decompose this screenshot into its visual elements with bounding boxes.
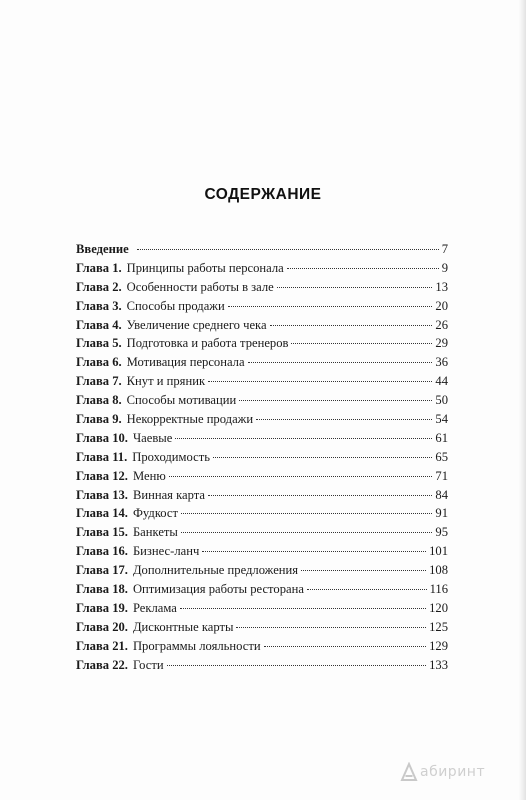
toc-page-number: 7: [441, 242, 448, 256]
toc-dot-leader: [175, 438, 432, 439]
toc-dot-leader: [291, 343, 432, 344]
contents-heading: СОДЕРЖАНИЕ: [204, 186, 322, 203]
toc-chapter-title: Фудкост: [132, 506, 178, 521]
table-of-contents: [76, 240, 448, 674]
toc-entry: [76, 429, 448, 448]
toc-dot-leader: [137, 249, 439, 250]
toc-entry: [76, 391, 448, 410]
toc-page-number: 26: [435, 317, 448, 332]
toc-entry: [76, 637, 448, 656]
toc-chapter-title: Способы продажи: [126, 298, 225, 313]
toc-entry: [76, 334, 448, 353]
toc-chapter-number: Глава 3.: [76, 298, 122, 313]
toc-chapter-title: Мотивация персонала: [126, 355, 245, 370]
toc-entry: [76, 656, 448, 675]
watermark: [400, 762, 485, 782]
toc-page-number: 44: [435, 374, 448, 389]
toc-dot-leader: [169, 476, 433, 477]
toc-dot-leader: [208, 495, 432, 496]
toc-chapter-title: Подготовка и работа тренеров: [126, 336, 289, 351]
toc-chapter-number: Глава 7.: [76, 374, 122, 389]
toc-entry: [76, 580, 448, 599]
toc-chapter-title: Способы мотивации: [126, 393, 237, 408]
toc-chapter-number: Глава 15.: [76, 525, 128, 540]
toc-chapter-number: Глава 18.: [76, 582, 128, 597]
toc-chapter-title: Кнут и пряник: [126, 374, 206, 389]
toc-page-number: 9: [441, 260, 448, 275]
toc-page-number: 36: [435, 355, 448, 370]
toc-chapter-title: Увеличение среднего чека: [126, 317, 267, 332]
toc-entry: [76, 523, 448, 542]
toc-chapter-number: Глава 20.: [76, 619, 128, 634]
toc-page-number: 129: [429, 638, 448, 653]
watermark-text: абиринт: [420, 764, 486, 780]
toc-entry: [76, 240, 448, 259]
toc-chapter-number: Глава 12.: [76, 468, 128, 483]
toc-entry: [76, 486, 448, 505]
toc-chapter-title: Особенности работы в зале: [126, 279, 274, 294]
toc-chapter-number: Глава 5.: [76, 336, 122, 351]
toc-dot-leader: [202, 551, 426, 552]
toc-chapter-title: Дисконтные карты: [132, 619, 234, 634]
toc-chapter-title: Бизнес-ланч: [132, 544, 200, 559]
toc-page-number: 120: [429, 600, 448, 615]
toc-chapter-number: Глава 13.: [76, 487, 128, 502]
page-edge-shadow: [518, 0, 526, 800]
labirint-logo-icon: [400, 762, 418, 782]
toc-entry: [76, 561, 448, 580]
toc-dot-leader: [236, 627, 426, 628]
toc-chapter-number: Глава 19.: [76, 600, 128, 615]
toc-entry: [76, 599, 448, 618]
toc-dot-leader: [180, 608, 426, 609]
toc-chapter-number: Глава 11.: [76, 449, 128, 464]
toc-chapter-title: Программы лояльности: [132, 638, 261, 653]
toc-chapter-number: Глава 6.: [76, 355, 122, 370]
toc-page-number: 20: [435, 298, 448, 313]
toc-entry: [76, 448, 448, 467]
toc-chapter-number: Глава 14.: [76, 506, 128, 521]
toc-dot-leader: [287, 268, 439, 269]
toc-chapter-title: Банкеты: [132, 525, 178, 540]
toc-chapter-number: Глава 4.: [76, 317, 122, 332]
toc-chapter-number: Глава 21.: [76, 638, 128, 653]
toc-page-number: 54: [435, 412, 448, 427]
toc-page-number: 91: [435, 506, 448, 521]
toc-dot-leader: [181, 532, 433, 533]
toc-chapter-title: Принципы работы персонала: [126, 260, 284, 275]
toc-chapter-number: Введение: [76, 242, 129, 256]
toc-chapter-number: Глава 8.: [76, 393, 122, 408]
toc-chapter-title: Реклама: [132, 600, 177, 615]
toc-chapter-number: Глава 1.: [76, 260, 122, 275]
toc-dot-leader: [239, 400, 432, 401]
toc-chapter-title: Проходимость: [132, 449, 210, 464]
toc-page-number: 116: [429, 582, 448, 597]
toc-dot-leader: [167, 665, 427, 666]
toc-entry: [76, 504, 448, 523]
toc-dot-leader: [213, 457, 432, 458]
toc-page-number: 61: [435, 430, 448, 445]
toc-entry: [76, 372, 448, 391]
toc-chapter-number: Глава 10.: [76, 430, 128, 445]
toc-entry: [76, 316, 448, 335]
toc-page-number: 71: [435, 468, 448, 483]
toc-dot-leader: [264, 646, 427, 647]
toc-chapter-number: Глава 9.: [76, 412, 122, 427]
toc-page-number: 84: [435, 487, 448, 502]
toc-dot-leader: [228, 306, 433, 307]
toc-dot-leader: [256, 419, 432, 420]
toc-page-number: 13: [435, 279, 448, 294]
toc-entry: [76, 297, 448, 316]
toc-chapter-number: Глава 16.: [76, 544, 128, 559]
toc-dot-leader: [277, 287, 433, 288]
toc-chapter-number: Глава 17.: [76, 563, 128, 578]
toc-entry: [76, 259, 448, 278]
toc-entry: [76, 467, 448, 486]
toc-page-number: 65: [435, 449, 448, 464]
toc-chapter-title: Меню: [132, 468, 166, 483]
toc-entry: [76, 618, 448, 637]
toc-dot-leader: [301, 570, 426, 571]
toc-entry: [76, 278, 448, 297]
toc-entry: [76, 353, 448, 372]
toc-dot-leader: [307, 589, 427, 590]
toc-chapter-title: Винная карта: [132, 487, 205, 502]
toc-chapter-title: Дополнительные предложения: [132, 563, 299, 578]
toc-page-number: 101: [429, 544, 448, 559]
toc-page-number: 50: [435, 393, 448, 408]
toc-dot-leader: [270, 325, 433, 326]
toc-entry: [76, 542, 448, 561]
toc-dot-leader: [208, 381, 432, 382]
toc-chapter-title: Гости: [132, 657, 164, 672]
toc-dot-leader: [248, 362, 433, 363]
toc-dot-leader: [181, 513, 432, 514]
toc-chapter-title: Некорректные продажи: [126, 412, 254, 427]
toc-chapter-number: Глава 22.: [76, 657, 128, 672]
toc-page-number: 108: [429, 563, 448, 578]
toc-page-number: 133: [429, 657, 448, 672]
toc-chapter-number: Глава 2.: [76, 279, 122, 294]
toc-chapter-title: Оптимизация работы ресторана: [132, 582, 304, 597]
toc-page-number: 29: [435, 336, 448, 351]
toc-chapter-title: Чаевые: [132, 430, 173, 445]
toc-page-number: 95: [435, 525, 448, 540]
toc-page-number: 125: [429, 619, 448, 634]
toc-entry: [76, 410, 448, 429]
